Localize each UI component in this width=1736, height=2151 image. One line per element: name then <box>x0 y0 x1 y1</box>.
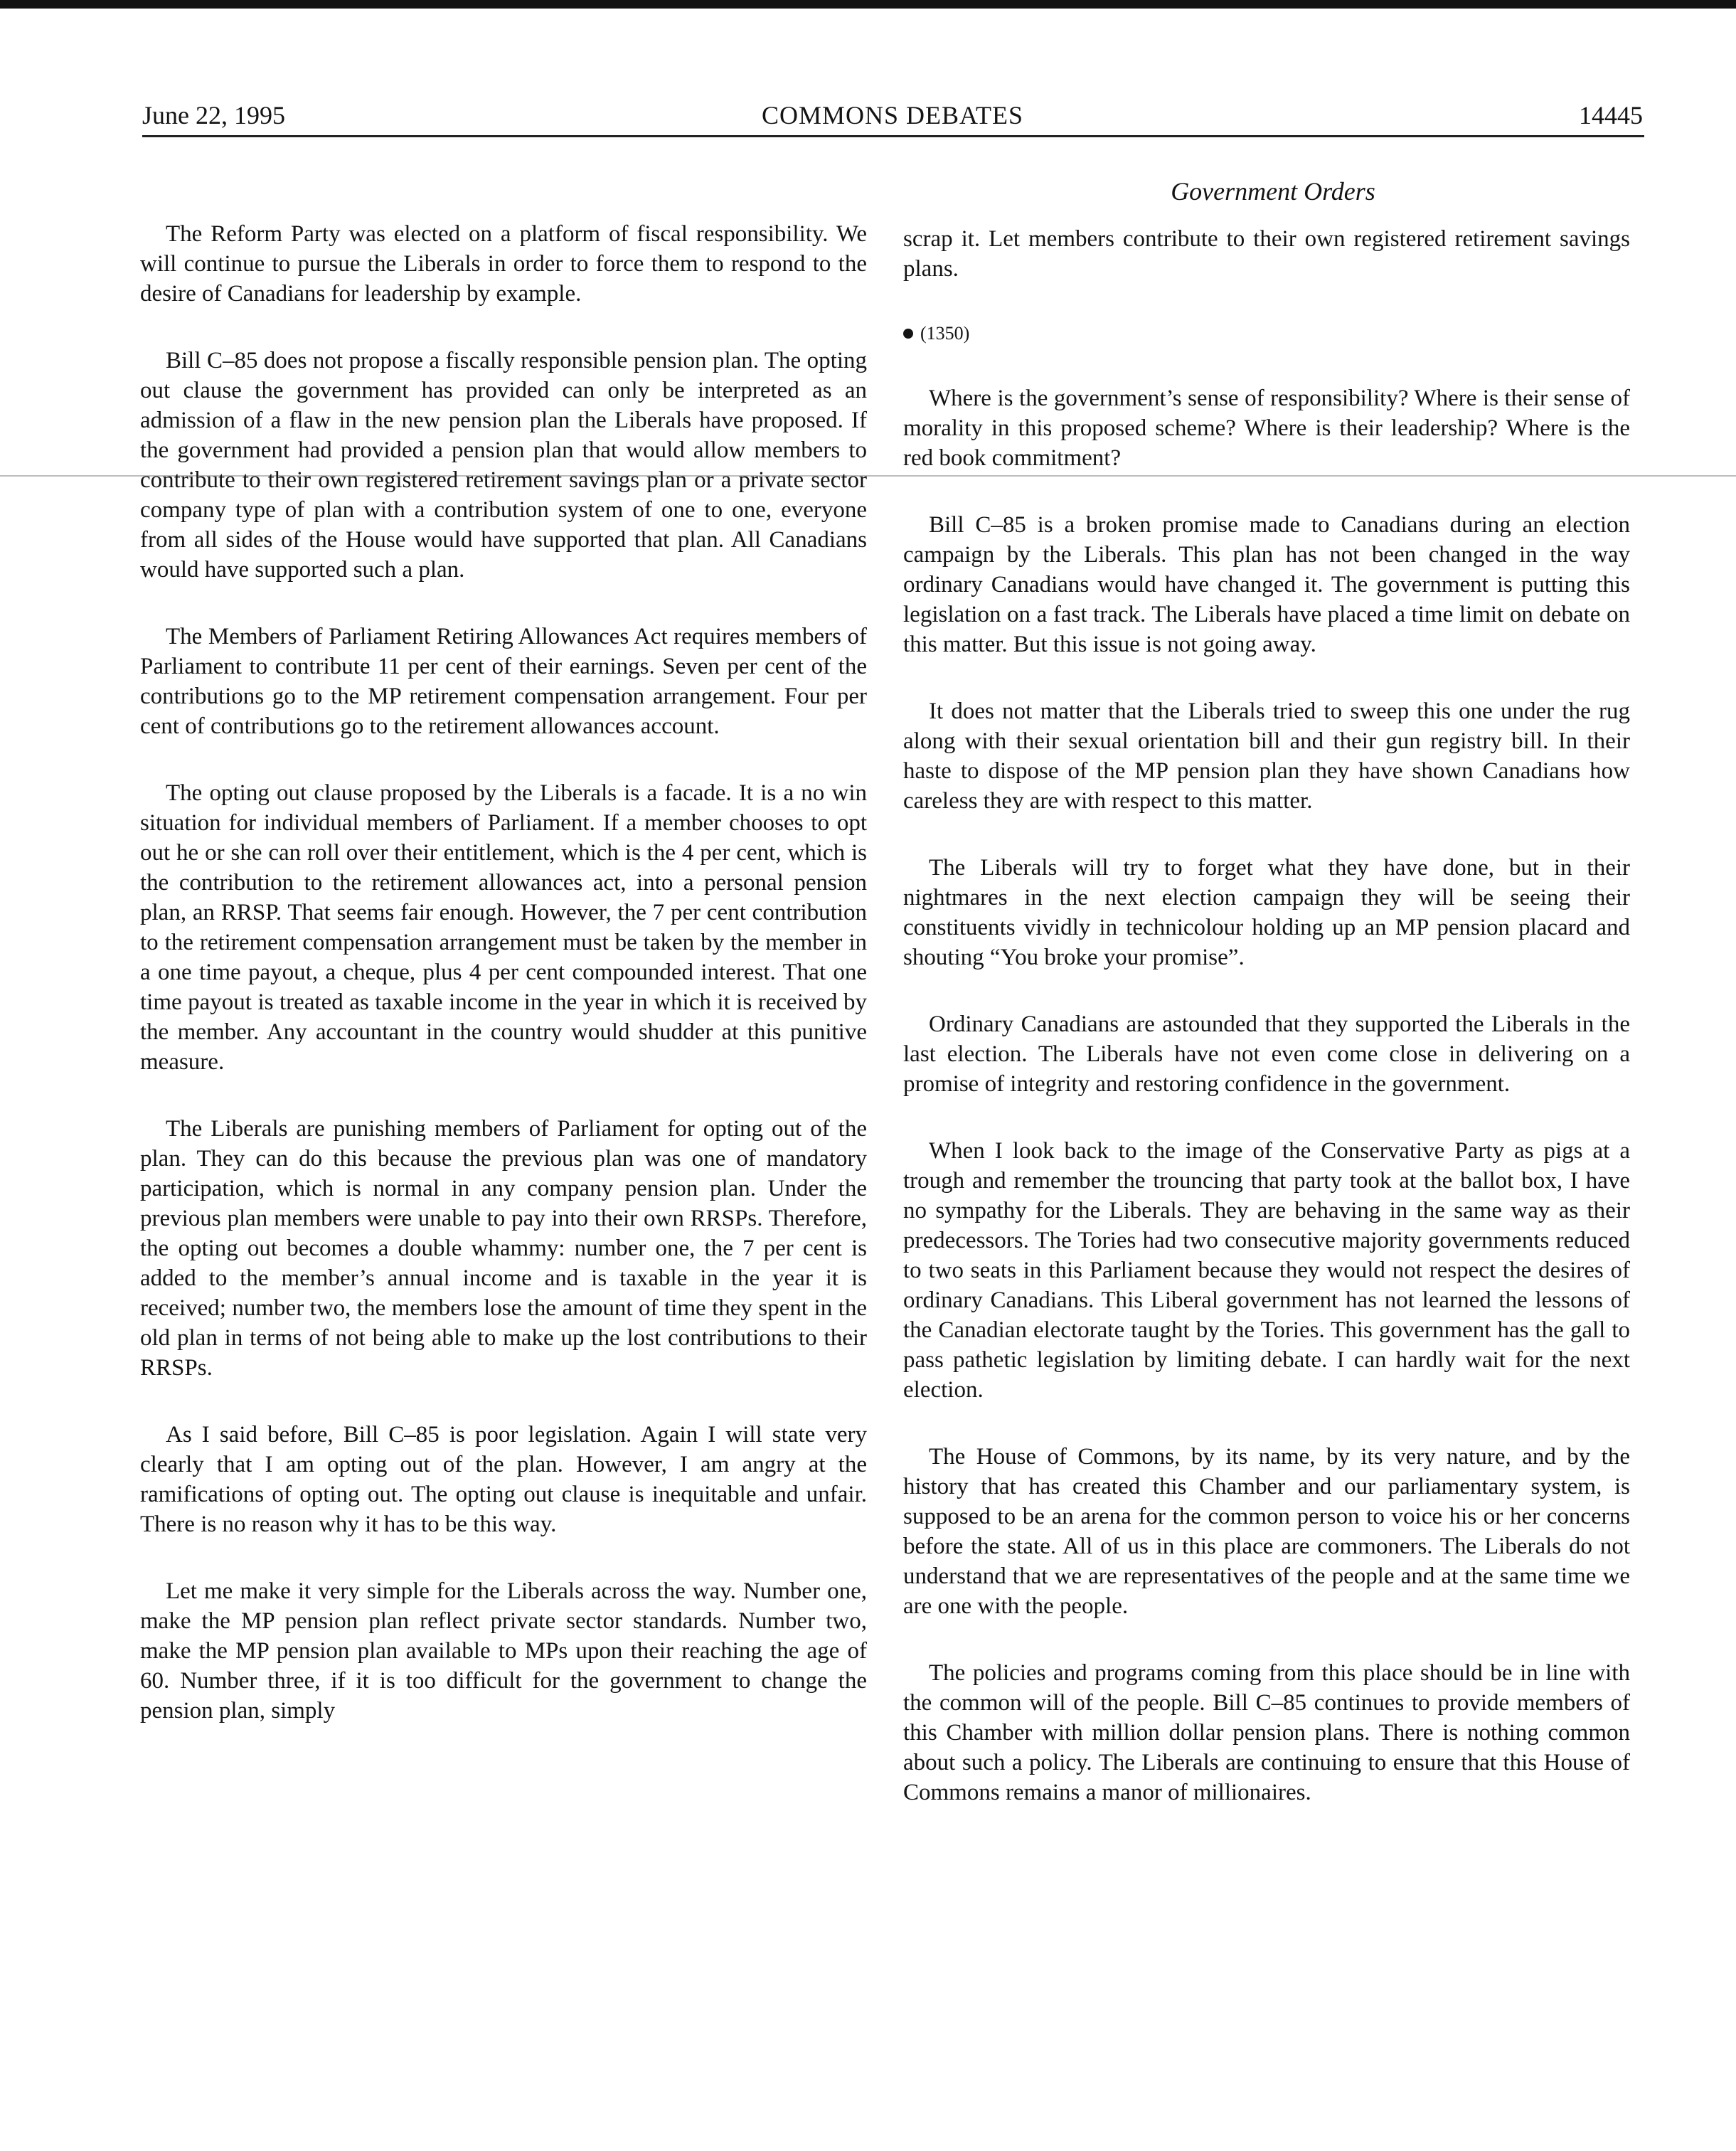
paragraph: When I look back to the image of the Conservative Party as pigs at a trough and remember the trouncing that party took at the ballot box, I have no sympathy for the Liberals. They are behaving in the same way as their predecessors. The Tories had two consecutive majority governments reduced to two seats in this Parliament because they would not respect the desires of ordinary Canadians. This Liberal government has not learned the lessons of the Canadian electorate taught by the Tories. This government has the gall to pass pathetic legislation by limiting debate. I can hardly wait for the next election. <box>903 1138 1630 1403</box>
page-header <box>142 94 1643 137</box>
header-rule <box>142 135 1644 137</box>
paragraph: The House of Commons, by its name, by its very nature, and by the history that has created this Chamber and our parliamentary system, is supposed to be an arena for the common person to voice his or her concerns before the state. All of us in this place are commoners. The Liberals do not understand that we are representatives of the people and at the same time we are one with the people. <box>903 1444 1630 1619</box>
paragraph: The Reform Party was elected on a platform of fiscal responsibility. We will continue to pursue the Liberals in order to force them to respond to the desire of Canadians for leadership by example. <box>140 221 867 307</box>
timestamp-marker <box>903 321 1630 346</box>
paragraph: The Liberals will try to forget what they have done, but in their nightmares in the next election campaign they will be seeing their constituents vividly in technicolour holding up an MP pension placard and shouting “You broke your promise”. <box>903 855 1630 970</box>
bullet-icon <box>903 329 913 339</box>
section-title: Government Orders <box>1171 177 1375 206</box>
paragraph: Bill C–85 is a broken promise made to Canadians during an election campaign by the Liberals. This plan has not been changed in the way ordinary Canadians would have changed it. The government is putting this legislation on a fast track. The Liberals have placed a time limit on debate on this matter. But this issue is not going away. <box>903 512 1630 657</box>
paragraph: The Members of Parliament Retiring Allowances Act requires members of Parliament to contribute 11 per cent of their earnings. Seven per cent of the contributions go to the MP retirement compensation arrangement. Four per cent of contributions go to the retirement allowances account. <box>140 624 867 739</box>
header-page-number: 14445 <box>1579 101 1643 129</box>
header-publication: COMMONS DEBATES <box>761 101 1024 129</box>
paragraph: Ordinary Canadians are astounded that they supported the Liberals in the last election. The Liberals have not even come close in delivering on a promise of integrity and restoring confidence in the government. <box>903 1011 1630 1097</box>
paragraph: Where is the government’s sense of responsibility? Where is their sense of morality in this proposed scheme? Where is their leadership? Where is the red book commitment? <box>903 386 1630 471</box>
right-column <box>903 224 1630 1807</box>
paragraph: The policies and programs coming from this place should be in line with the common will of the people. Bill C–85 continues to provide members of this Chamber with million dollar pension plans. There is nothing common about such a policy. The Liberals are continuing to ensure that this House of Commons remains a manor of millionaires. <box>903 1660 1630 1805</box>
scan-top-border <box>0 0 1736 9</box>
paragraph: Bill C–85 does not propose a fiscally responsible pension plan. The opting out clause the government has provided can only be interpreted as an admission of a flaw in the new pension plan the Liberals have proposed. If the government had provided a pension plan that would allow members to contribute to their own registered retirement savings plan or a private sector company type of plan with a contribution system of one to one, everyone from all sides of the House would have supported that plan. All Canadians would have supported such a plan. <box>140 348 867 583</box>
paragraph: The Liberals are punishing members of Parliament for opting out of the plan. They can do this because the previous plan was one of mandatory participation, which is normal in any company pension plan. Under the previous plan members were unable to pay into their own RRSPs. Therefore, the opting out becomes a double whammy: number one, the 7 per cent is added to the member’s annual income and is taxable in the year it is received; number two, the members lose the amount of time they spent in the old plan in terms of not being able to make up the lost contributions to their RRSPs. <box>140 1116 867 1381</box>
left-column <box>140 219 867 1726</box>
paragraph: The opting out clause proposed by the Liberals is a facade. It is a no win situation for individual members of Parliament. If a member chooses to opt out he or she can roll over their entitlement, which is the 4 per cent, which is the contribution to the retirement allowances act, into a personal pension plan, an RRSP. That seems fair enough. However, the 7 per cent contribution to the retirement compensation arrangement must be taken by the member in a one time payout, a cheque, plus 4 per cent compounded interest. That one time payout is treated as taxable income in the year in which it is received by the member. Any accountant in the country would shudder at this punitive measure. <box>140 780 867 1075</box>
header-date: June 22, 1995 <box>142 101 285 129</box>
continuation-paragraph: scrap it. Let members contribute to their own registered retirement savings plans. <box>903 226 1630 282</box>
paragraph: Let me make it very simple for the Liberals across the way. Number one, make the MP pension plan reflect private sector standards. Number two, make the MP pension plan available to MPs upon their reaching the age of 60. Number three, if it is too difficult for the government to change the pension plan, simply <box>140 1578 867 1724</box>
paragraph: As I said before, Bill C–85 is poor legislation. Again I will state very clearly that I am opting out of the plan. However, I am angry at the ramifications of opting out. The opting out clause is inequitable and unfair. There is no reason why it has to be this way. <box>140 1422 867 1537</box>
paragraph: It does not matter that the Liberals tried to sweep this one under the rug along with their sexual orientation bill and their gun registry bill. In their haste to dispose of the MP pension plan they have shown Canadians how careless they are with respect to this matter. <box>903 699 1630 814</box>
timestamp-text: (1350) <box>920 323 970 344</box>
